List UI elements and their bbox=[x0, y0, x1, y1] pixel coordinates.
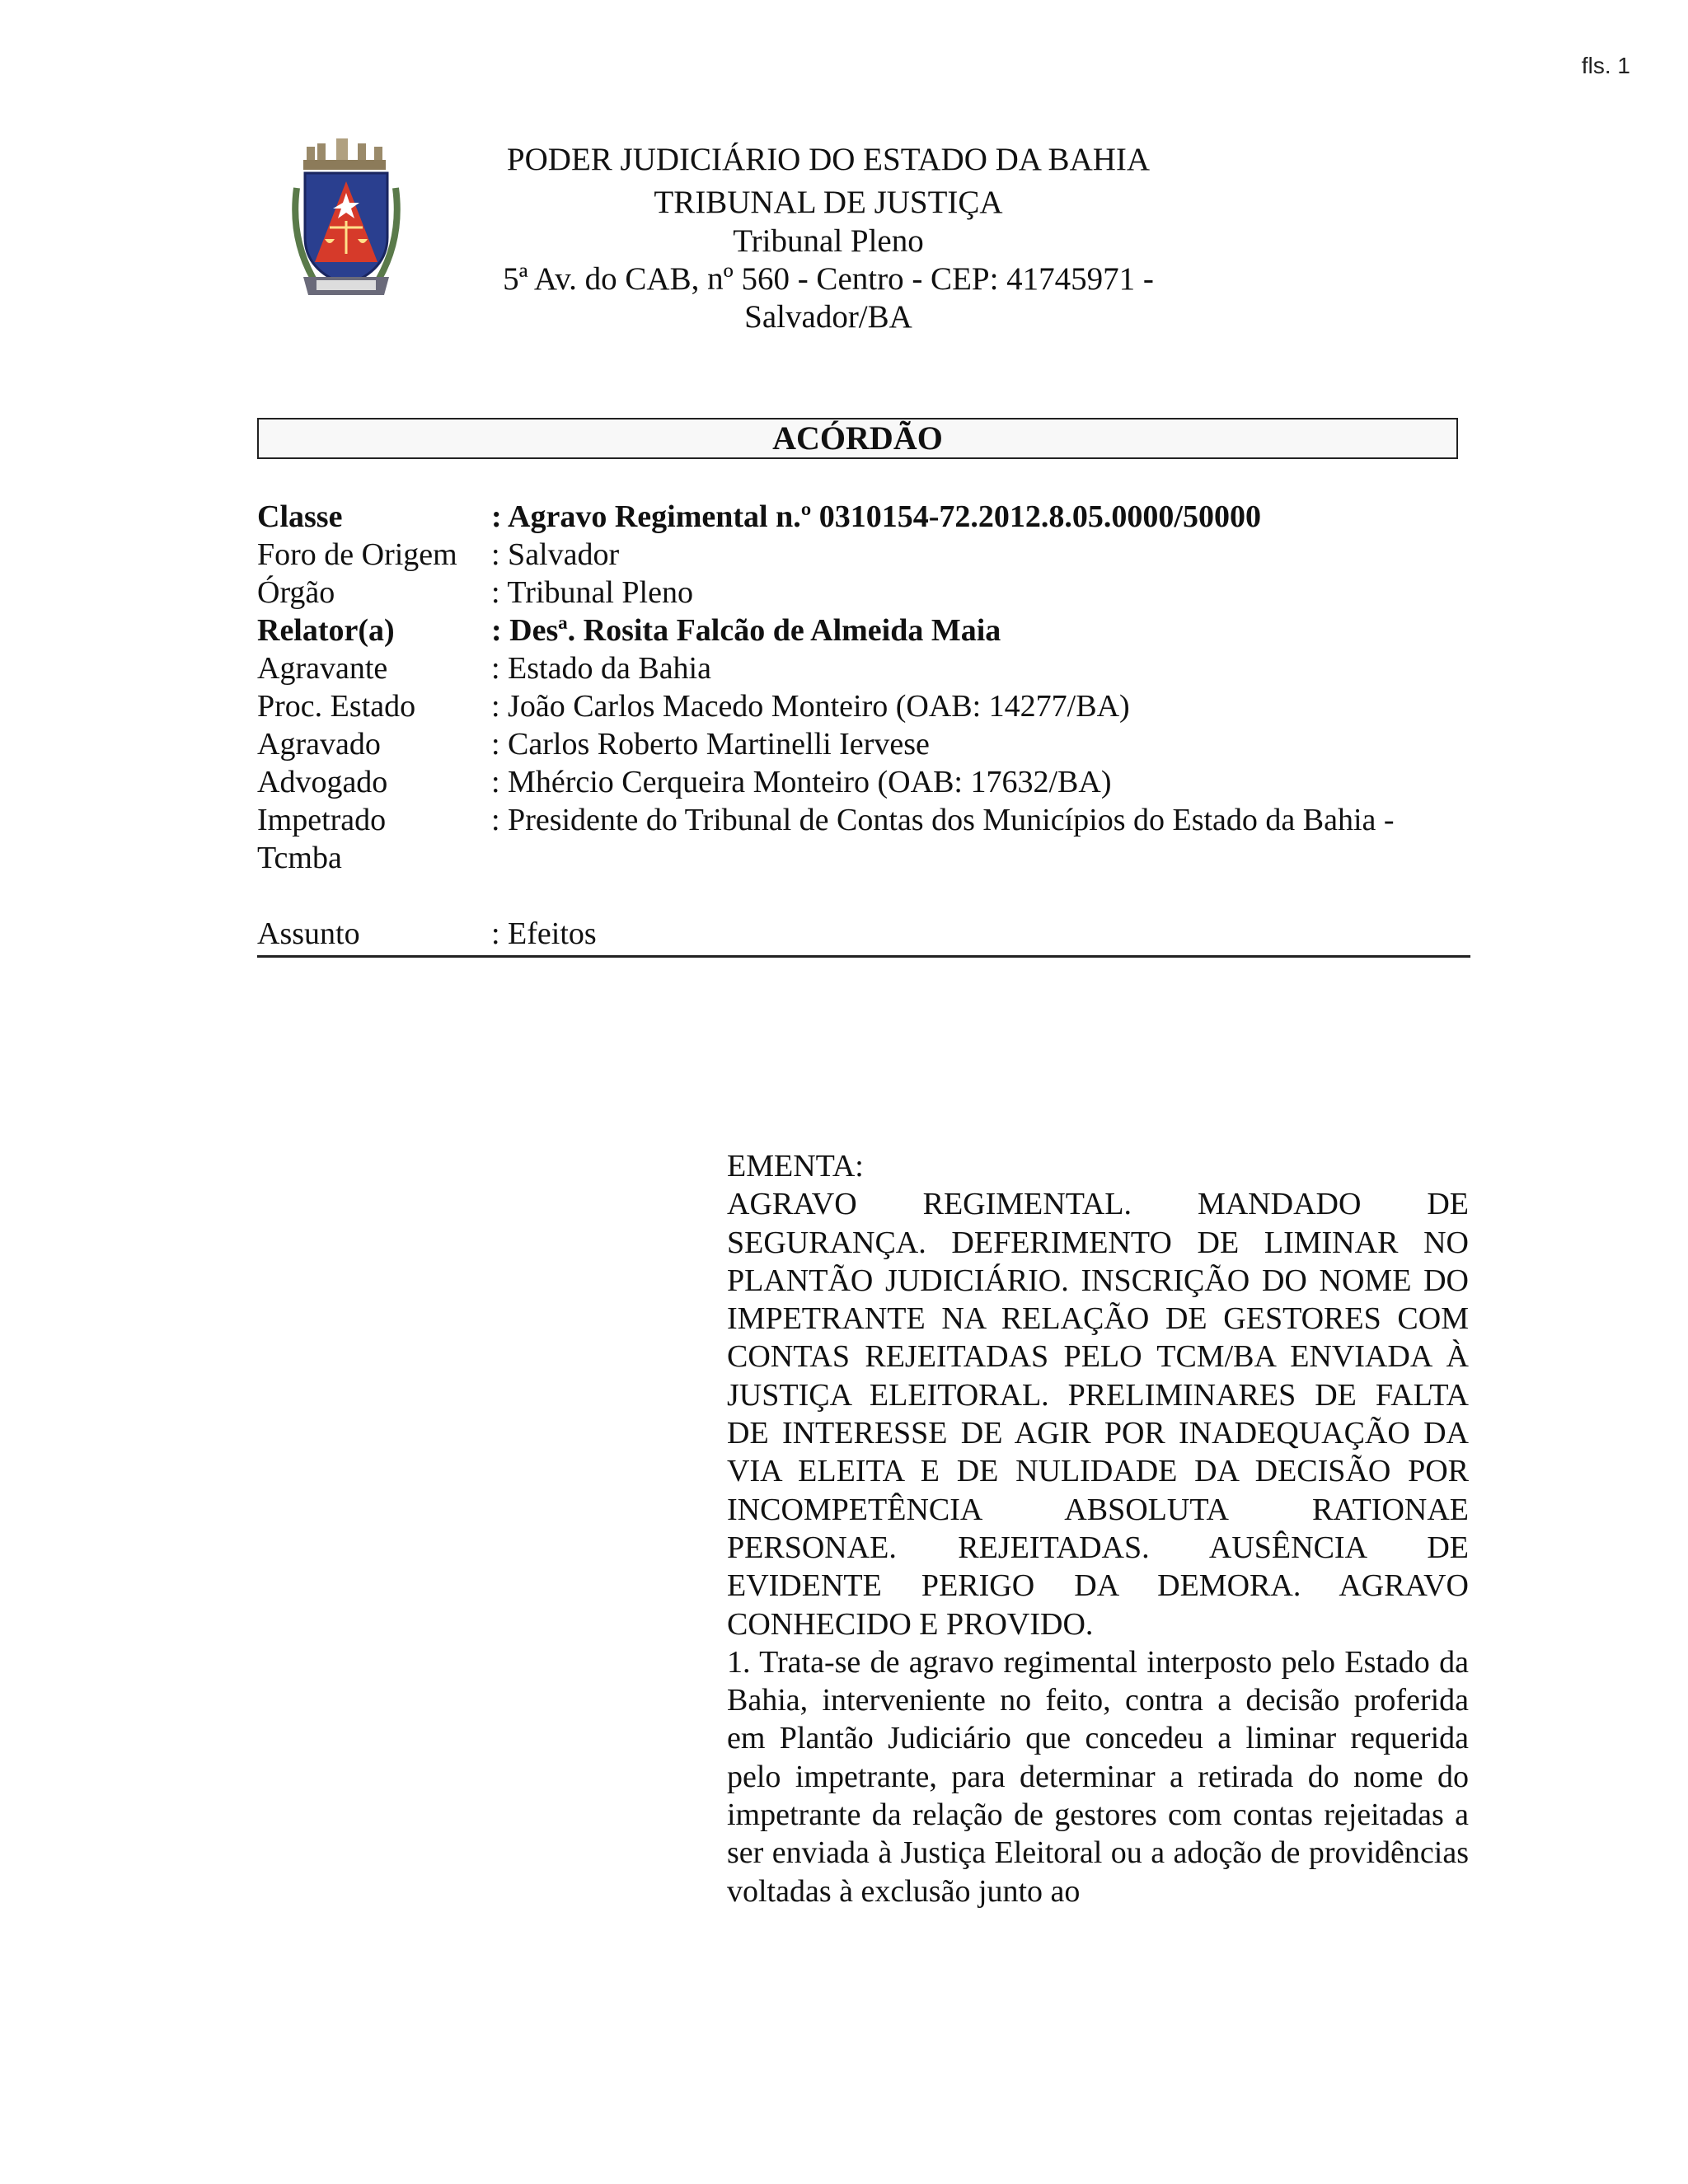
header-line-court: PODER JUDICIÁRIO DO ESTADO DA BAHIA bbox=[506, 142, 1151, 177]
header-line-pleno: Tribunal Pleno bbox=[733, 223, 924, 259]
case-info-label: Agravante bbox=[257, 651, 388, 686]
ementa-heading: EMENTA: bbox=[727, 1149, 864, 1183]
case-info-row-assunto bbox=[257, 915, 1470, 953]
case-info-label: Assunto bbox=[257, 916, 360, 951]
case-info-value: : Estado da Bahia bbox=[491, 651, 711, 686]
case-info-row-agravado bbox=[257, 725, 1470, 763]
case-info-divider bbox=[257, 955, 1470, 958]
case-info-label: Classe bbox=[257, 499, 343, 534]
ementa-paragraph-1: 1. Trata-se de agravo regimental interposto pelo Estado da Bahia, interveniente no feito, contra a decisão proferida em Plantão Judiciário que concedeu a liminar requerida pelo impetrante, para determinar a retirada do nome do impetrante da relação de gestores com contas rejeitadas a ser enviada à Justiça Eleitoral ou a adoção de providências voltadas à exclusão junto ao bbox=[727, 1644, 1469, 1909]
case-info-value bbox=[491, 839, 1470, 877]
case-info-row-foro bbox=[257, 536, 1470, 574]
page-number: fls. 1 bbox=[1581, 53, 1630, 78]
header-line-address: 5ª Av. do CAB, nº 560 - Centro - CEP: 41745971 - bbox=[503, 261, 1154, 297]
case-info-value: : Agravo Regimental n.º 0310154-72.2012.8.05.0000/50000 bbox=[491, 499, 1261, 534]
case-info-row-tcmba bbox=[257, 839, 1470, 877]
case-info-row-classe bbox=[257, 498, 1470, 536]
case-info-label: Tcmba bbox=[257, 841, 342, 875]
case-info-label: Foro de Origem bbox=[257, 537, 457, 572]
case-info-value: : Tribunal Pleno bbox=[491, 575, 693, 610]
case-info-row-orgao bbox=[257, 574, 1470, 612]
court-crest-icon bbox=[288, 138, 412, 303]
case-info-row-advogado bbox=[257, 763, 1470, 801]
document-header bbox=[445, 140, 1212, 336]
case-info-spacer bbox=[257, 877, 1470, 915]
case-info-value: : Carlos Roberto Martinelli Iervese bbox=[491, 727, 930, 762]
ementa-section bbox=[727, 1147, 1469, 1910]
case-info-value: : Salvador bbox=[491, 537, 620, 572]
case-info-value: : Presidente do Tribunal de Contas dos Municípios do Estado da Bahia - bbox=[491, 803, 1395, 837]
case-info-value: : Mhércio Cerqueira Monteiro (OAB: 17632/BA) bbox=[491, 765, 1112, 799]
header-line-city: Salvador/BA bbox=[744, 299, 912, 335]
case-info-row-impetrado bbox=[257, 801, 1470, 839]
case-info-row-relator bbox=[257, 612, 1470, 649]
case-info-value: : Desª. Rosita Falcão de Almeida Maia bbox=[491, 613, 1001, 648]
case-info-row-agravante bbox=[257, 649, 1470, 687]
document-title: ACÓRDÃO bbox=[257, 418, 1458, 459]
case-info-label: Relator(a) bbox=[257, 613, 395, 648]
case-info-label: Proc. Estado bbox=[257, 689, 416, 724]
case-info-value: : João Carlos Macedo Monteiro (OAB: 14277/BA) bbox=[491, 689, 1130, 724]
case-info-table bbox=[257, 498, 1470, 953]
header-line-tribunal: TRIBUNAL DE JUSTIÇA bbox=[654, 185, 1003, 220]
case-info-label: Órgão bbox=[257, 575, 335, 610]
ementa-summary: AGRAVO REGIMENTAL. MANDADO DE SEGURANÇA. DEFERIMENTO DE LIMINAR NO PLANTÃO JUDICIÁRIO. INSCRIÇÃO DO NOME DO IMPETRANTE NA RELAÇÃO DE GESTORES COM CONTAS REJEITADAS PELO TCM/BA ENVIADA À JUSTIÇA ELEITORAL. PRELIMINARES DE FALTA DE INTERESSE DE AGIR POR INADEQUAÇÃO DA VIA ELEITA E DE NULIDADE DA DECISÃO POR INCOMPETÊNCIA ABSOLUTA RATIONAE PERSONAE. REJEITADAS. AUSÊNCIA DE EVIDENTE PERIGO DA DEMORA. AGRAVO CONHECIDO E PROVIDO. bbox=[727, 1187, 1469, 1642]
case-info-label: Advogado bbox=[257, 765, 388, 799]
case-info-row-proc-estado bbox=[257, 687, 1470, 725]
case-info-value: : Efeitos bbox=[491, 916, 597, 951]
case-info-label: Agravado bbox=[257, 727, 381, 762]
case-info-label: Impetrado bbox=[257, 803, 387, 837]
